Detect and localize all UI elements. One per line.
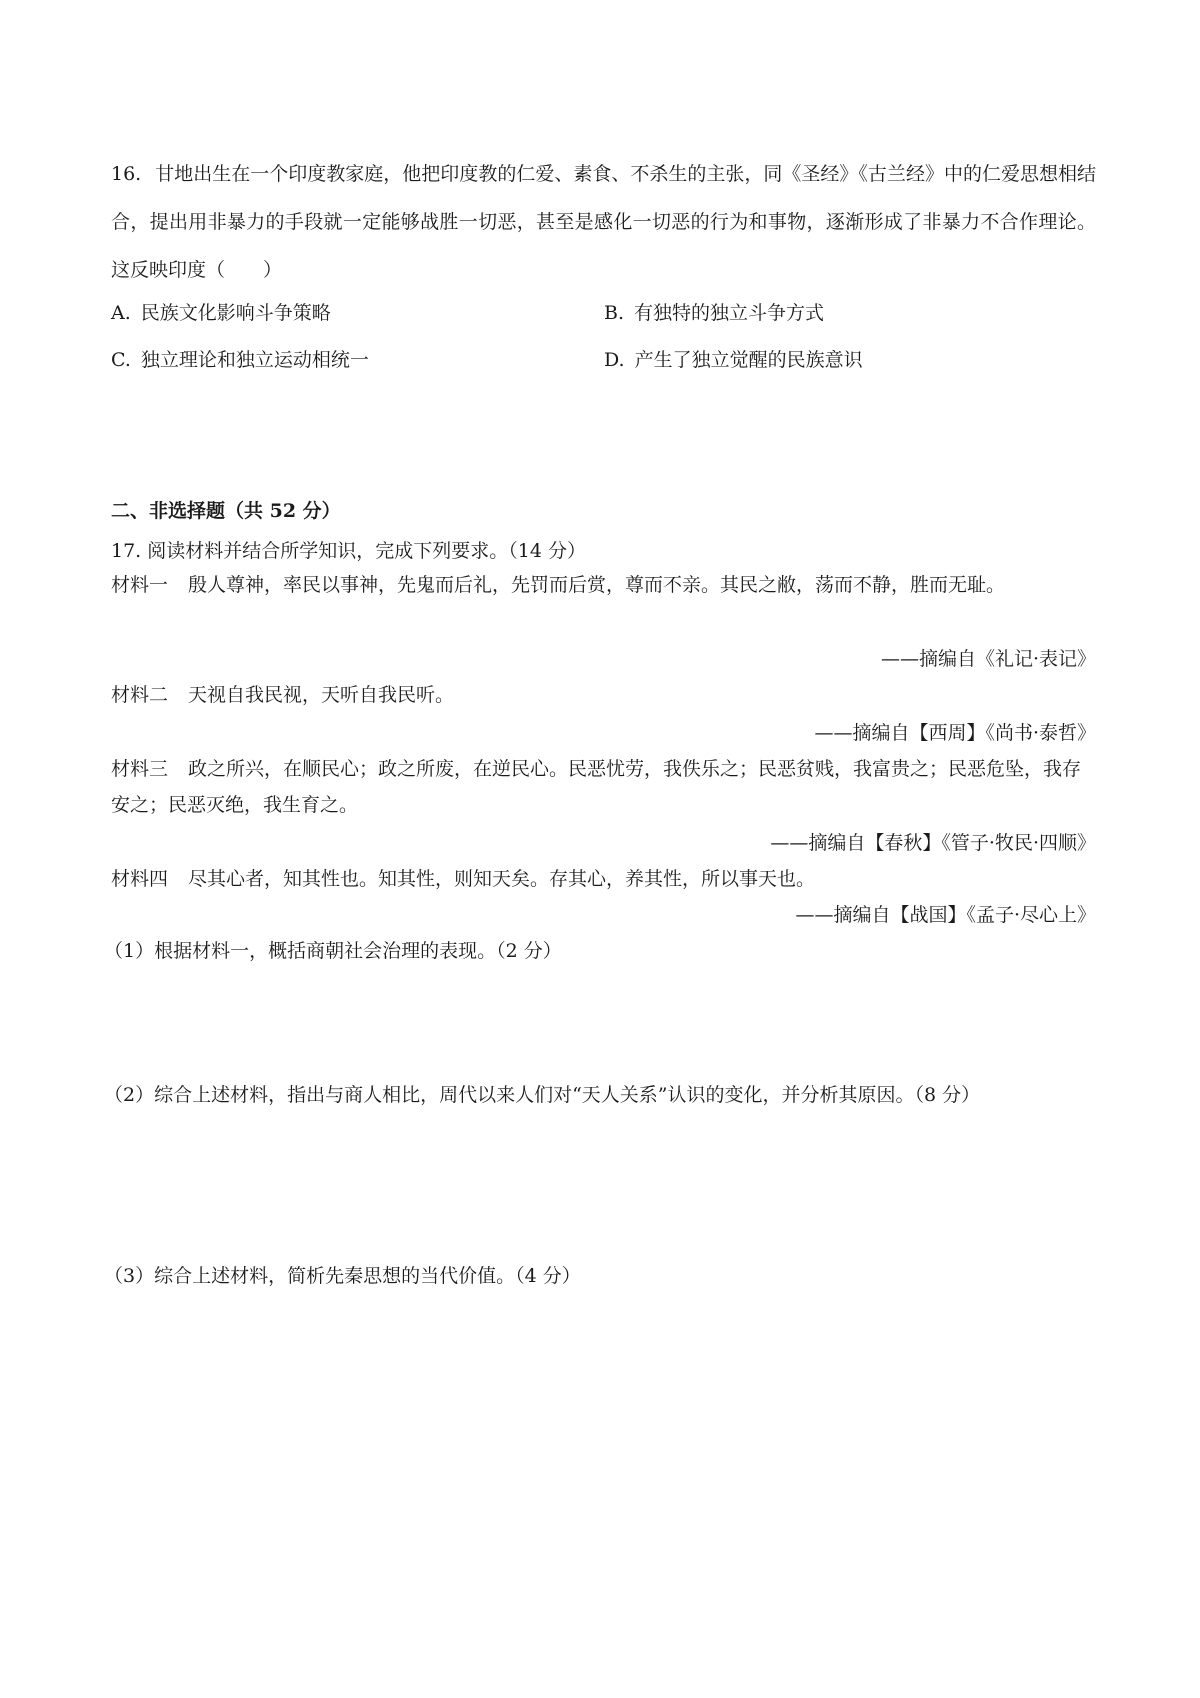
material-2 <box>111 677 1096 713</box>
material-4-source: ——摘编自【战国】《孟子·尽心上》 <box>795 904 1096 926</box>
option-text: 独立理论和独立运动相统一 <box>140 349 369 371</box>
question-16 <box>111 150 1096 294</box>
sub-question-1: （1）根据材料一，概括商朝社会治理的表现。（2 分） <box>104 940 562 962</box>
material-text: 殷人尊神，率民以事神，先鬼而后礼，先罚而后赏，尊而不亲。其民之敝，荡而不静，胜而无耻。 <box>188 574 1006 596</box>
material-label: 材料二 <box>111 684 169 706</box>
material-label: 材料一 <box>111 574 169 596</box>
material-text: 政之所兴，在顺民心；政之所废，在逆民心。民恶忧劳，我佚乐之；民恶贫贱，我富贵之；民恶危坠，我存安之；民恶灭绝，我生育之。 <box>111 758 1082 816</box>
option-letter: A. <box>111 302 131 324</box>
question-number: 16. <box>111 163 142 185</box>
option-a <box>111 298 331 325</box>
section-title: 二、非选择题（共 52 分） <box>111 500 341 522</box>
material-2-source: ——摘编自【西周】《尚书·泰哲》 <box>814 722 1096 744</box>
option-b <box>604 298 824 325</box>
material-label: 材料三 <box>111 758 169 780</box>
option-text: 产生了独立觉醒的民族意识 <box>634 349 863 371</box>
sub-question-2: （2）综合上述材料，指出与商人相比，周代以来人们对“天人关系”认识的变化，并分析其原因。（8 分） <box>104 1084 981 1106</box>
material-text: 尽其心者，知其性也。知其性，则知天矣。存其心，养其性，所以事天也。 <box>188 868 816 890</box>
options-row-2 <box>111 345 1096 375</box>
material-text: 天视自我民视，天听自我民听。 <box>188 684 455 706</box>
option-text: 有独特的独立斗争方式 <box>634 302 825 324</box>
options-row-1 <box>111 298 1096 328</box>
material-1-source: ——摘编自《礼记·表记》 <box>880 648 1096 670</box>
material-3-source: ——摘编自【春秋】《管子·牧民·四顺》 <box>770 832 1096 854</box>
option-c <box>111 345 369 372</box>
question-17-intro: 17. 阅读材料并结合所学知识，完成下列要求。（14 分） <box>111 540 586 562</box>
option-letter: C. <box>111 349 131 371</box>
sub-question-3: （3）综合上述材料，简析先秦思想的当代价值。（4 分） <box>104 1265 581 1287</box>
option-d <box>604 345 863 372</box>
option-letter: D. <box>604 349 625 371</box>
material-3 <box>111 751 1096 823</box>
material-4 <box>111 861 1096 897</box>
option-text: 民族文化影响斗争策略 <box>140 302 331 324</box>
question-stem: 甘地出生在一个印度教家庭，他把印度教的仁爱、素食、不杀生的主张，同《圣经》《古兰经》中的仁爱思想相结合，提出用非暴力的手段就一定能够战胜一切恶，甚至是感化一切恶的行为和事物，逐渐形成了非暴力不合作理论。这反映印度（ ） <box>111 163 1096 281</box>
material-1 <box>111 567 1096 603</box>
option-letter: B. <box>604 302 625 324</box>
material-label: 材料四 <box>111 868 169 890</box>
